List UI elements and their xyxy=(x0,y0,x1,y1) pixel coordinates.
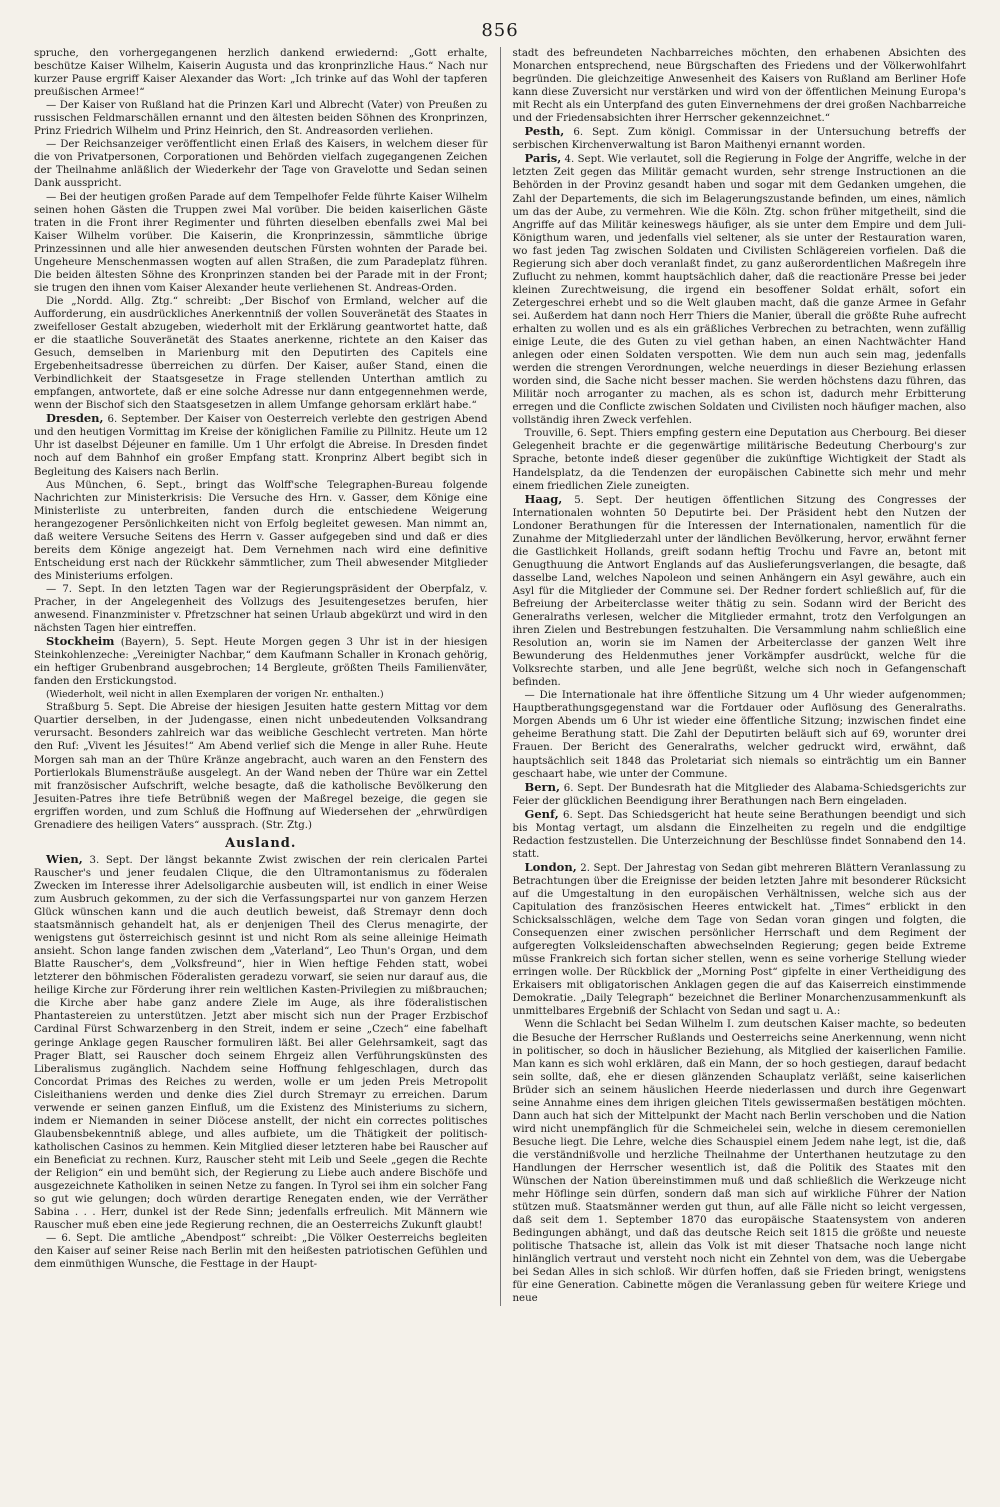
article-paragraph xyxy=(513,689,967,780)
paragraph-text: (Bayern), 5. Sept. Heute Morgen gegen 3 Uhr ist in der hiesigen Steinkohlenzeche: „Vereinigter Nachbar,“ dem Kaufmann Schaller in Kronach gehörig, ein heftiger Grubenbrand ausgebrochen; 14 Bergleute, größten Theils Familienväter, fanden den Erstickungstod. xyxy=(34,637,488,688)
paragraph-text: — 7. Sept. In den letzten Tagen war der Regierungspräsident der Oberpfalz, v. Pracher, in der Angelegenheit des Vollzugs des Jesuitengesetzes berufen, hier anwesend. Finanzminister v. Pfretzschner hat seinen Urlaub abgekürzt und wird in den nächsten Tagen hier eintreffen. xyxy=(34,583,488,635)
dateline-place: Wien, xyxy=(46,851,83,866)
article-paragraph xyxy=(513,781,967,808)
paragraph-text: Trouville, 6. Sept. Thiers empfing gestern eine Deputation aus Cherbourg. Bei dieser Gelegenheit brachte er die gegenwärtige militärische Bedeutung Cherbourg's zur Sprache, betonte indeß dieser gegenüber die zukünftige Wichtigkeit der Stadt als Handelsplatz, da die Tendenzen der europäischen Cabinette sich mehr und mehr einem friedlichen Ziele zuneigten. xyxy=(512,428,966,492)
paragraph-text: (Wiederholt, weil nicht in allen Exemplaren der vorigen Nr. enthalten.) xyxy=(46,689,384,701)
dateline-place: Dresden, xyxy=(46,411,104,426)
paragraph-text: 6. Sept. Der Bundesrath hat die Mitglieder des Alabama-Schiedsgerichts zur Feier der glücklichen Beendigung ihrer Berathungen nach Bern eingeladen. xyxy=(512,782,966,807)
dateline-place: Pesth, xyxy=(524,124,565,139)
article-paragraph xyxy=(34,479,488,583)
section-heading: Ausland. xyxy=(225,835,297,851)
columns xyxy=(34,47,966,1306)
article-paragraph xyxy=(34,701,488,831)
article-paragraph xyxy=(513,427,967,492)
article-paragraph xyxy=(34,47,488,99)
paragraph-text: — Bei der heutigen großen Parade auf dem Tempelhofer Felde führte Kaiser Wilhelm seinen hohen Gästen die Truppen zwei Mal vorüber. Die beiden kaiserlichen Gäste traten in die Front ihrer Regimenter und führten dieselben ebenfalls zwei Mal bei Kaiser Wilhelm vorüber. Die Kaiserin, die Kronprinzessin, sämmtliche übrige Prinzessinnen und alle hier anwesenden deutschen Fürsten wohnten der Parade bei. Ungeheure Menschenmassen wogten auf allen Straßen, die zum Paradeplatz führen. Die beiden ältesten Söhne des Kronprinzen standen bei der Parade mit in der Front; sie trugen den ihnen vom Kaiser Alexander heute verliehenen St. Andreas-Orden. xyxy=(34,191,488,294)
article-paragraph xyxy=(513,47,967,125)
paragraph-text: Aus München, 6. Sept., bringt das Wolff'sche Telegraphen-Bureau folgende Nachrichten zur Ministerkrisis: Die Versuche des Hrn. v. Gasser, dem Könige eine Ministerliste zu unterbreiten, fanden durch die entschiedene Weigerung herangezogener Persönlichkeiten nicht von Erfolg begleitet gewesen. Man nimmt an, daß weitere Versuche Seitens des Herrn v. Gasser aufgegeben sind und daß er dies bereits dem Könige angezeigt hat. Dem Vernehmen nach wird eine definitive Entscheidung erst nach der Rückkehr sämmtlicher, zum Theil abwesender Mitglieder des Ministeriums erfolgen. xyxy=(34,479,488,582)
article-paragraph xyxy=(34,412,488,478)
column-rule xyxy=(500,47,501,1306)
page-number: 856 xyxy=(481,20,519,41)
dateline-place: Genf, xyxy=(524,806,559,821)
article-paragraph xyxy=(34,853,488,1232)
article-paragraph xyxy=(34,295,488,412)
paragraph-text: stadt des befreundeten Nachbarreiches möchten, den erhabenen Absichten des Monarchen entsprechend, neue Bürgschaften des Friedens und der Völkerwohlfahrt begründen. Die gleichzeitige Anwesenheit des Kaisers von Rußland am Berliner Hofe kann diese Zuversicht nur verstärken und wird von der öffentlichen Meinung Europa's mit Recht als ein Unterpfand des guten Einvernehmens der drei großen Nachbarreiche und der Friedensabsichten ihrer Herrscher gekennzeichnet.“ xyxy=(512,48,966,125)
left-column xyxy=(34,47,488,1306)
article-paragraph xyxy=(513,861,967,1019)
article-paragraph xyxy=(34,1232,488,1271)
dateline-place: Haag, xyxy=(524,491,563,506)
dateline-place: Bern, xyxy=(524,779,560,794)
paragraph-text: Straßburg 5. Sept. Die Abreise der hiesigen Jesuiten hatte gestern Mittag vor dem Quartier derselben, in der Judengasse, einen nicht unbedeutenden Volksandrang verursacht. Besonders zahlreich war das weibliche Geschlecht vertreten. Man hörte den Ruf: „Vivent les Jésuites!“ Am Abend verlief sich die Menge in aller Ruhe. Heute Morgen sah man an der Thüre Kränze angebracht, auch waren an den Fenstern des Portierlokals Blumensträuße ausgelegt. An der Wand neben der Thüre war ein Zettel mit französischer Aufschrift, welche besagte, daß die katholische Bevölkerung den Jesuiten-Patres ihre tiefe Betrübniß wegen der Maßregel bezeige, die gegen sie ergriffen worden, und zum Schluß die Hoffnung auf Wiedersehen der „ehrwürdigen Grenadiere des heiligen Vaters“ aussprach. (Str. Ztg.) xyxy=(34,702,488,831)
article-paragraph xyxy=(513,808,967,861)
paragraph-text: 3. Sept. Der längst bekannte Zwist zwischen der rein clericalen Partei Rauscher's und jener feudalen Clique, die den Ultramontanismus zu föderalen Zwecken im Interesse ihrer Adelsoligarchie ausbeuten will, ist endlich in einer Weise zum Ausbruch gekommen, zu der sich die Verfassungspartei nur von ganzem Herzen Glück wünschen kann und die auch deutlich beweist, daß Stremayr denn doch staatsmännisch gehandelt hat, als er denjenigen Theil des Clerus menagirte, der wenigstens gut österreichisch gesinnt ist und nicht Rom als seine alleinige Heimath ansieht. Schon lange fanden zwischen dem „Vaterland“, Leo Thun's Organ, und dem Blatte Rauscher's, dem „Volksfreund“, hier in Wien heftige Fehden statt, wobei letzterer den böhmischen Föderalisten geradezu vorwarf, sie seien nur darauf aus, die heilige Kirche zur Förderung ihrer rein weltlichen Kasten-Privilegien zu mißbrauchen; die Kirche aber habe ganz andere Ziele im Auge, als ihre föderalistischen Phantastereien zu unterstützen. Jetzt aber mischt sich nun der Prager Erzbischof Cardinal Fürst Schwarzenberg in den Streit, indem er seine „Czech“ eine fabelhaft geringe Anklage gegen Rauscher formuliren läßt. Bei aller Gelehrsamkeit, sagt das Prager Blatt, sei Rauscher doch seinem Ehrgeiz allen Verführungskünsten des Liberalismus zugänglich. Nachdem seine Hoffnung fehlgeschlagen, durch das Concordat Primas des Reiches zu werden, wolle er um jeden Preis Metropolit Cisleithaniens werden und denke dies Ziel durch Stremayr zu erreichen. Darum verwende er seinen ganzen Einfluß, um die Existenz des Ministeriums zu sichern, indem er Niemanden in seiner Diöcese anstellt, der nicht ein correctes politisches Glaubensbekenntniß ablege, und alles aufbiete, um die Thätigkeit der politisch-katholischen Casinos zu hemmen. Kein Mitglied dieser letzteren habe bei Rauscher auf ein Beneficiat zu rechnen. Kurz, Rauscher steht mit Leib und Seele „gegen die Rechte der Religion“ ein und bemüht sich, der Regierung zu Liebe auch andere Bischöfe und ausgezeichnete Katholiken in seinen Netze zu fangen. In Tyrol sei ihm ein solcher Fang so gut wie gelungen; doch würden derartige Renegaten enden, wie der Verräther Sabina . . . Herr, dunkel ist der Rede Sinn; jedenfalls erfreulich. Mit Männern wie Rauscher muß eben eine jede Regierung rechnen, die an Oesterreichs Zukunft glaubt! xyxy=(34,854,488,1232)
article-paragraph xyxy=(34,99,488,138)
article-paragraph xyxy=(34,635,488,688)
paragraph-text: — Der Reichsanzeiger veröffentlicht einen Erlaß des Kaisers, in welchem dieser für die von Privatpersonen, Corporationen und Behörden vielfach zugegangenen Zeichen der Theilnahme anläßlich der Wiederkehr der Tage von Gravelotte und Sedan seinen Dank ausspricht. xyxy=(34,139,488,190)
paragraph-text: — Der Kaiser von Rußland hat die Prinzen Karl und Albrecht (Vater) von Preußen zu russischen Feldmarschällen ernannt und den ältesten beiden Söhnen des Kronprinzen, Prinz Friedrich Wilhelm und Prinz Heinrich, den St. Andreasorden verliehen. xyxy=(34,100,488,138)
paragraph-text: — Die Internationale hat ihre öffentliche Sitzung um 4 Uhr wieder aufgenommen; Hauptberathungsgegenstand war die Fortdauer oder Auflösung des Generalraths. Morgen Abends um 6 Uhr ist wieder eine öffentliche Sitzung; inzwischen findet eine geheime Berathung statt. Die Zahl der Deputirten beläuft sich auf 69, worunter drei Frauen. Der Bericht des Generalraths, welcher gedruckt wird, erwähnt, daß hauptsächlich seit 1848 das Proletariat sich niemals so einträchtig um ein Banner geschaart habe, wie unter der Commune. xyxy=(512,690,966,780)
dateline-place: Stockheim xyxy=(46,634,115,649)
paragraph-text: 6. Sept. Zum königl. Commissar in der Untersuchung betreffs der serbischen Kirchenverwaltung ist Baron Maithenyi ernannt worden. xyxy=(512,127,966,152)
article-paragraph xyxy=(34,688,488,701)
article-paragraph xyxy=(34,191,488,295)
paragraph-text: 5. Sept. Der heutigen öffentlichen Sitzung des Congresses der Internationalen wohnten 50 Deputirte bei. Der Präsident hebt den Nutzen der Londoner Berathungen für die Interessen der Internationalen, namentlich für die Zunahme der Mitgliederzahl unter der ländlichen Bevölkerung, hervor, erwähnt ferner die Gastlichkeit Hollands, greift sodann heftig Trochu und Favre an, betont mit Genugthuung die Antwort Englands auf das Auslieferungsverlangen, die besagte, daß dasselbe Land, welches Napoleon und seinen Anhängern ein Asyl gewähre, auch ein Asyl für die Mitglieder der Commune sei. Der Redner fordert schließlich auf, für die Befreiung der Arbeiterclasse weiter thätig zu sein. Sodann wird der Bericht des Generalraths verlesen, welcher die Mitglieder ermahnt, trotz den Verfolgungen an ihren Zielen und Bestrebungen festzuhalten. Die Versammlung nahm schließlich eine Resolution an, worin sie im Namen der Arbeiterclasse der ganzen Welt ihre Bewunderung des Heldenmuthes jener Vorkämpfer ausdrückt, welche für die Volksrechte starben, und alle Jene begrüßt, welche sich noch in Gefangenschaft befinden. xyxy=(512,494,966,689)
paragraph-text: spruche, den vorhergegangenen herzlich dankend erwiedernd: „Gott erhalte, beschütze Kaiser Wilhelm, Kaiserin Augusta und das kronprinzliche Haus.“ Nach nur kurzer Pause ergriff Kaiser Alexander das Wort: „Ich trinke auf das Wohl der tapferen preußischen Armee!“ xyxy=(34,48,488,99)
paragraph-text: — 6. Sept. Die amtliche „Abendpost“ schreibt: „Die Völker Oesterreichs begleiten den Kaiser auf seiner Reise nach Berlin mit den heißesten patriotischen Gefühlen und dem einmüthigen Wunsche, die Festtage in der Haupt- xyxy=(34,1233,488,1271)
paragraph-text: 6. Sept. Das Schiedsgericht hat heute seine Berathungen beendigt und sich bis Montag vertagt, um alsdann die Einzelheiten zu regeln und die endgiltige Redaction festzustellen. Die Unterzeichnung der Beschlüsse findet Sonnabend den 14. statt. xyxy=(512,809,966,860)
article-paragraph xyxy=(513,125,967,152)
article-paragraph xyxy=(34,583,488,635)
paragraph-text: 4. Sept. Wie verlautet, soll die Regierung in Folge der Angriffe, welche in der letzten Zeit gegen das Militär gemacht wurden, sehr strenge Instructionen an die Behörden in der Provinz gesandt haben und sogar mit dem Gedanken umgehen, die Zahl der Departements, die sich im Belagerungszustande befinden, um eines, nämlich um das der Aube, zu vermehren. Wie die Köln. Ztg. schon früher mitgetheilt, sind die Angriffe auf das Militär keineswegs häufiger, als sie unter dem Empire und dem Juli-Königthum waren, und jedenfalls viel seltener, als sie unter der Restauration waren, wo fast jeden Tag zwischen Soldaten und Civilisten Schlägereien vorfielen. Daß die Regierung sich aber doch veranlaßt findet, zu ganz außerordentlichen Maßregeln ihre Zuflucht zu nehmen, kommt hauptsächlich daher, daß die reactionäre Presse bei jeder kleinen Zurechtweisung, die irgend ein besoffener Soldat erhält, sofort ein Zetergeschrei erhebt und so die Welt glauben macht, daß die ganze Armee in Gefahr sei. Außerdem hat dann noch Herr Thiers die Manier, überall die größte Ruhe aufrecht erhalten zu wollen und es als ein gräßliches Verbrechen zu betrachten, wenn zufällig einige Leute, die des Guten zu viel gethan haben, an einen Nachtwächter Hand anlegen oder einen Soldaten verspotten. Wie dem nun auch sein mag, jedenfalls werden die strengen Verordnungen, welche neuerdings in dieser Beziehung erlassen worden sind, die Sache nicht besser machen. Sie werden höchstens dazu führen, das Militär noch arroganter zu machen, als es schon ist, dadurch mehr Erbitterung erregen und die Conflicte zwischen Soldaten und Civilisten noch häufiger machen, also vollständig ihren Zweck verfehlen. xyxy=(512,154,966,427)
article-paragraph xyxy=(513,1018,967,1305)
article-paragraph xyxy=(34,138,488,190)
paragraph-text: Wenn die Schlacht bei Sedan Wilhelm I. zum deutschen Kaiser machte, so bedeuten die Besuche der Herrscher Rußlands und Oesterreichs seine Anerkennung, wenn nicht in politischer, so doch in häuslicher Beziehung, als Mitglied der kaiserlichen Familie. Man kann es sich wohl erklären, daß ein Mann, der so hoch gestiegen, darauf bedacht sein sollte, daß, ehe er diesen glänzenden Schauplatz verläßt, seine kaiserlichen Brüder sich an seinem häuslichen Heerde niederlassen und durch ihre Gegenwart seine Annahme eines dem ihrigen gleichen Titels gewissermaßen bestätigen möchten. Dann auch hat sich der Mittelpunkt der Macht nach Berlin verschoben und die Nation wird nicht unempfänglich für die Schmeichelei sein, welche in diesem ceremoniellen Besuche liegt. Die Lehre, welche dies Schauspiel einem Jedem nahe legt, ist die, daß die verständnißvolle und herzliche Theilnahme der Unterthanen heutzutage zu den Handlungen der Herrscher wesentlich ist, daß die Politik des Staates mit den Wünschen der Nation übereinstimmen muß und daß schließlich die Werkzeuge nicht mehr Höflinge sein dürfen, sondern daß man sich auf wirkliche Führer der Nation stützen muß. Staatsmänner werden gut thun, auf alle Fälle nicht so leicht vergessen, daß seit dem 1. September 1870 das europäische Staatensystem von anderen Bedingungen abhängt, und daß das deutsche Reich seit 1815 die größte und neueste politische Thatsache ist, allein das Volk ist mit dieser Thatsache noch lange nicht hinlänglich vertraut und versteht noch nicht ein Zehntel von dem, was die Uebergabe bei Sedan Alles in sich schloß. Wir dürfen hoffen, daß sie Frieden bringt, wenigstens für eine Generation. Cabinette mögen die Veranlassung geben für weitere Kriege und neue xyxy=(512,1019,966,1305)
article-paragraph xyxy=(513,493,967,690)
paragraph-text: Die „Nordd. Allg. Ztg.“ schreibt: „Der Bischof von Ermland, welcher auf die Aufforderung, ein ausdrückliches Anerkenntniß der vollen Souveränetät des Staates in zweifelloser Gestalt abzugeben, wiederholt mit der Erklärung geantwortet hatte, daß er die staatliche Souveränetät des Staates anerkenne, richtete an den Kaiser das Gesuch, demselben in Marienburg mit den Deputirten des Capitels eine Ergebenheitsadresse überreichen zu dürfen. Der Kaiser, außer Stand, einen die Verbindlichkeit der Staatsgesetze in Frage stellenden Unterthan amtlich zu empfangen, antwortete, daß er eine solche Adresse nur dann entgegennehmen werde, wenn der Bischof sich den Staatsgesetzen in allem Umfange gehorsam erklärt habe.“ xyxy=(34,295,488,412)
right-column xyxy=(513,47,967,1306)
dateline-place: London, xyxy=(524,859,577,874)
dateline-place: Paris, xyxy=(524,151,562,166)
article-paragraph xyxy=(513,152,967,427)
paragraph-text: 6. September. Der Kaiser von Oesterreich verlebte den gestrigen Abend und den heutigen Vormittag im Kreise der königlichen Familie zu Pillnitz. Heute um 12 Uhr ist daselbst Déjeuner en famille. Um 1 Uhr erfolgt die Abreise. In Dresden findet noch auf dem Bahnhof ein großer Empfang statt. Kronprinz Albert begibt sich in Begleitung des Kaisers nach Berlin. xyxy=(34,414,488,478)
paragraph-text: 2. Sept. Der Jahrestag von Sedan gibt mehreren Blättern Veranlassung zu Betrachtungen über die Ereignisse der beiden letzten Jahre mit besonderer Rücksicht auf die Umgestaltung in den europäischen Verhältnissen, welche sich aus der Capitulation des französischen Heeres entwickelt hat. „Times“ erblickt in den Schicksalsschlägen, welche dem Tage von Sedan voran gingen und folgten, die Consequenzen einer zwischen persönlicher Herrschaft und dem Regiment der aufgeregten Volksleidenschaften abwechselnden Regierung; gegen beide Extreme müsse Frankreich sich fortan sicher stellen, wenn es seine vorherige Stellung wieder erringen wolle. Der Rückblick der „Morning Post“ gipfelte in einer Vertheidigung des Erkaisers mit obligatorischen Anklagen gegen die auf das Kaiserreich einstimmende Demokratie. „Daily Telegraph“ bezeichnet die Berliner Monarchenzusammenkunft als unmittelbares Ergebniß der Schlacht von Sedan und sagt u. A.: xyxy=(512,862,966,1018)
